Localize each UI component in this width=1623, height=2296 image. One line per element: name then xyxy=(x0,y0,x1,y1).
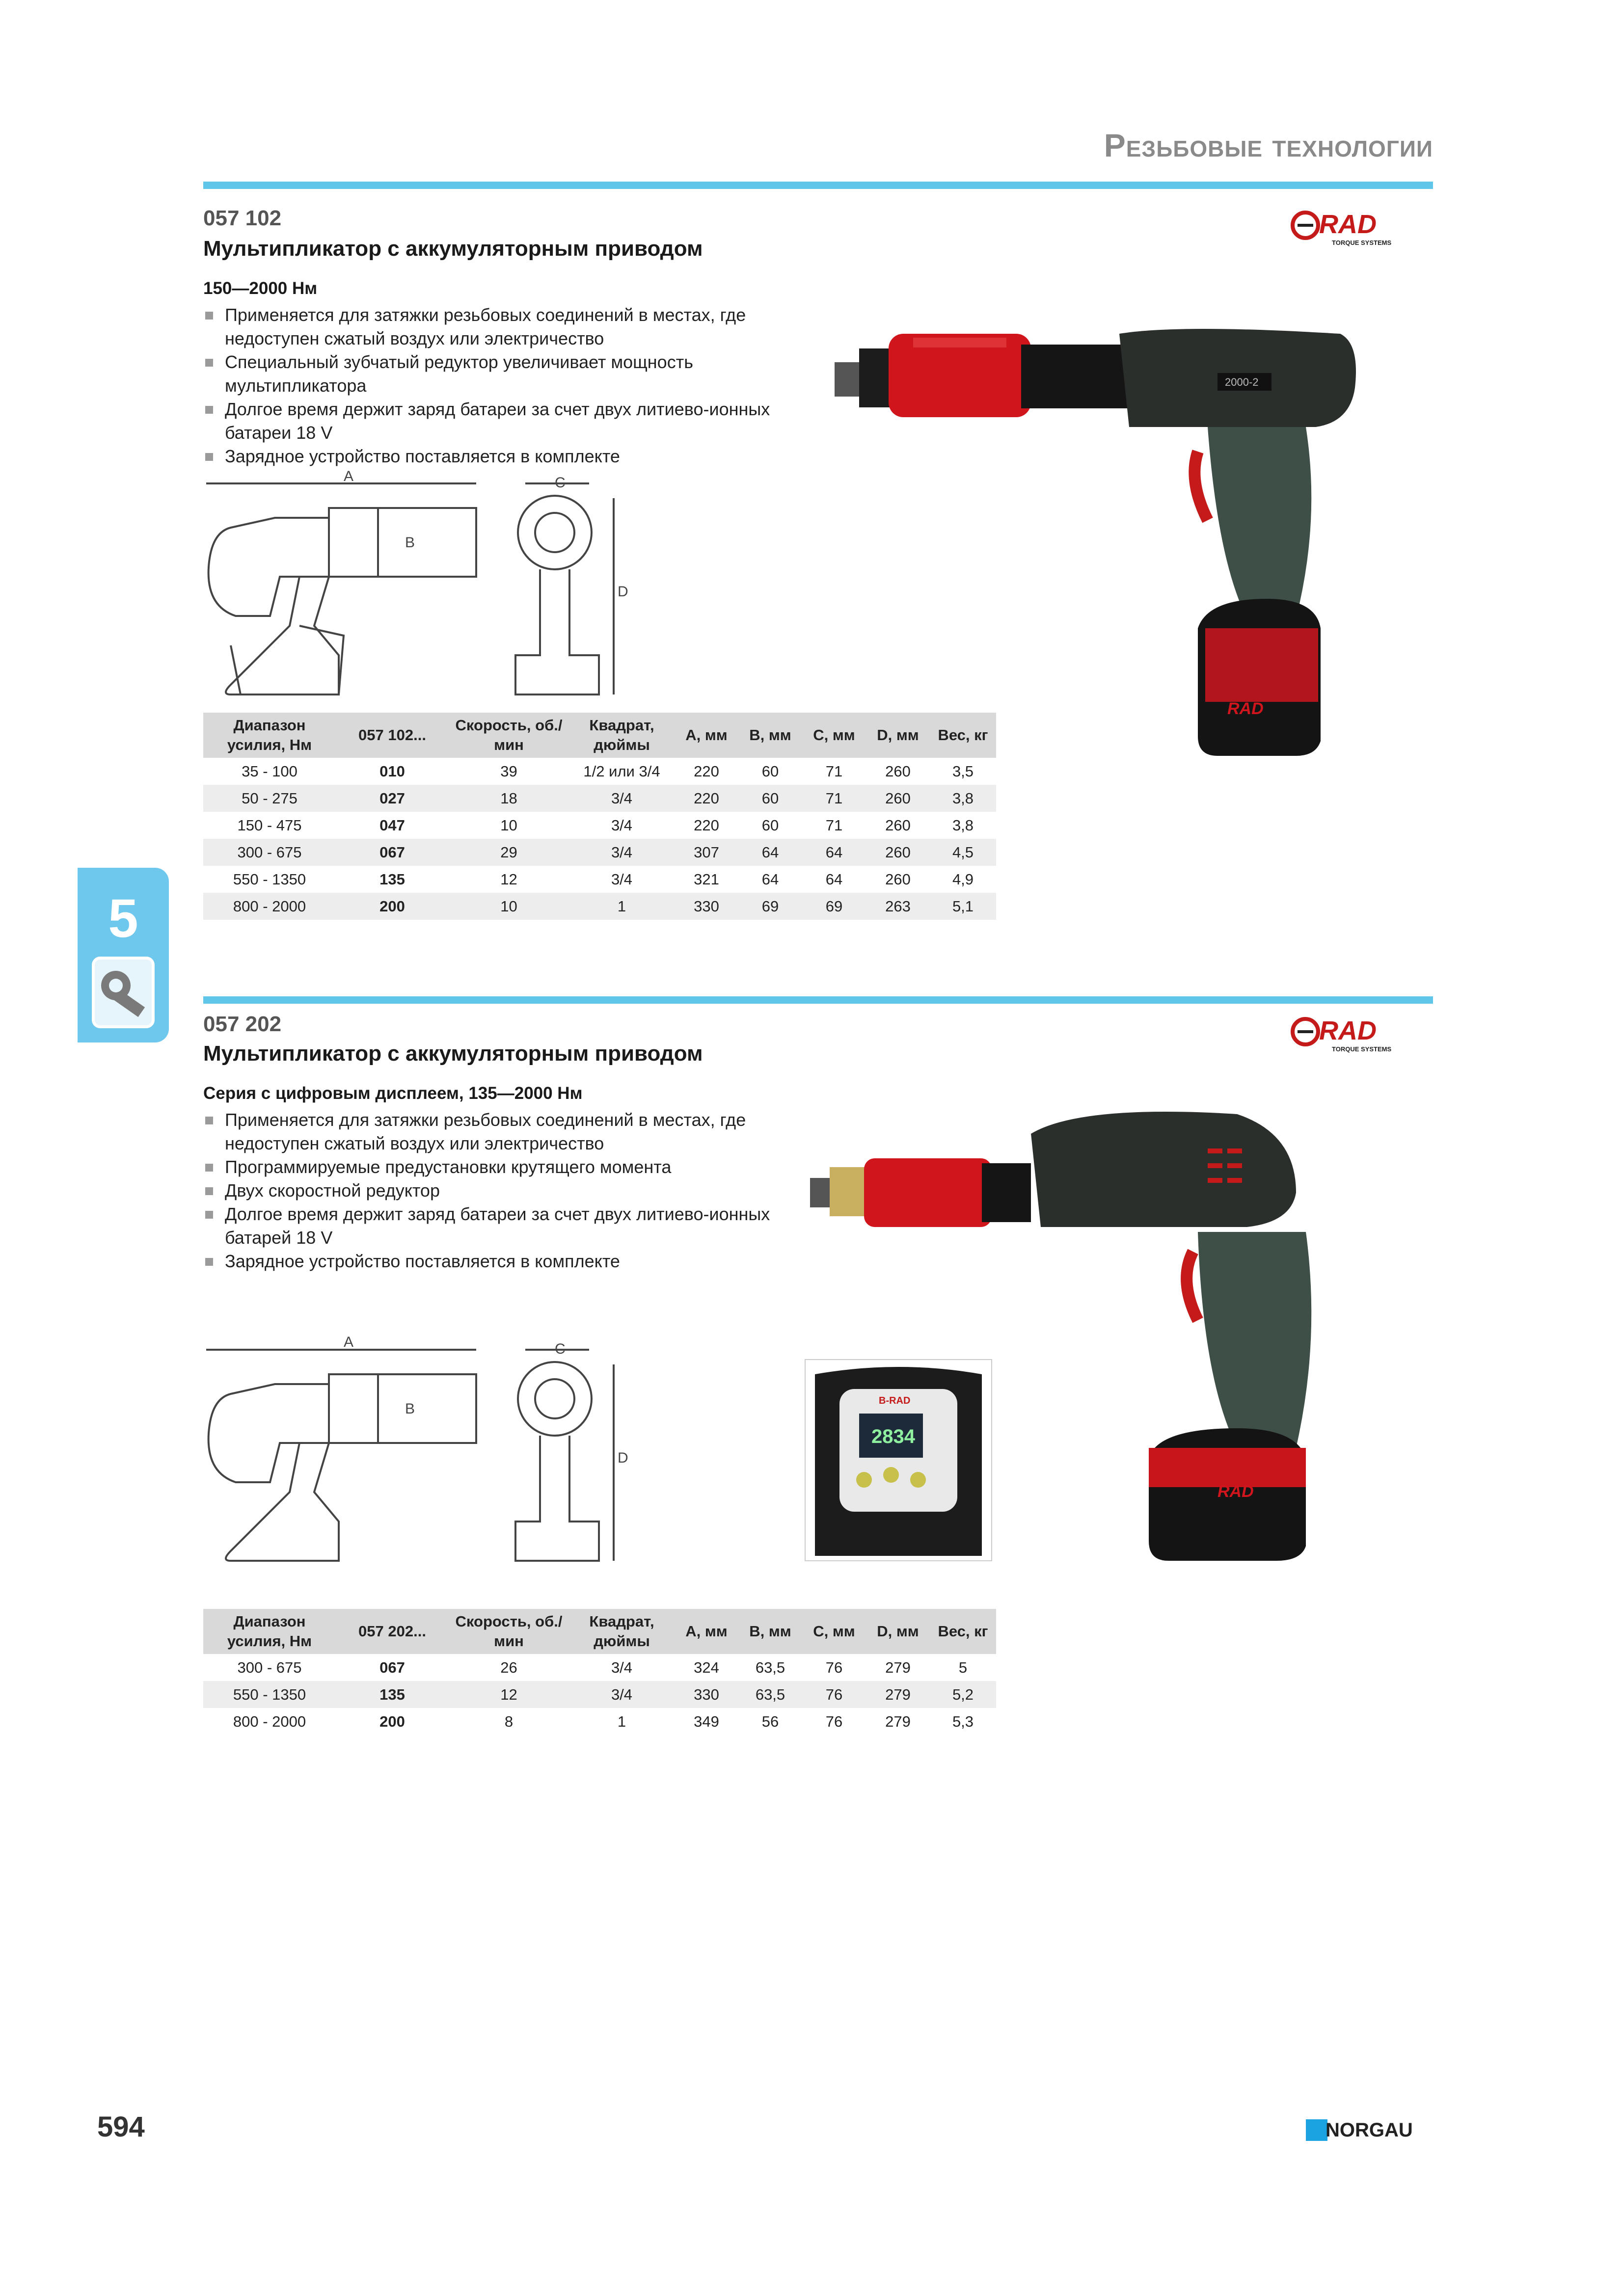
table-cell: 71 xyxy=(825,816,843,834)
dimension-label-c: C xyxy=(555,1341,566,1357)
table-row xyxy=(203,1654,996,1681)
col-header: D, мм xyxy=(866,1609,930,1654)
table-cell: 800 - 2000 xyxy=(203,893,336,920)
table-cell: 64 xyxy=(738,839,802,866)
table-cell: 010 xyxy=(379,762,405,780)
section-divider xyxy=(203,996,1433,1004)
table-cell: 60 xyxy=(738,785,802,812)
table-row xyxy=(203,866,996,893)
table-cell: 35 - 100 xyxy=(242,762,298,780)
wrench-icon xyxy=(91,956,155,1030)
col-header: Скорость, об./мин xyxy=(449,713,569,758)
col-header: Квадрат, дюймы xyxy=(569,1609,675,1654)
feature-item: Зарядное устройство поставляется в комплекте xyxy=(203,445,783,468)
table-cell: 349 xyxy=(694,1712,719,1730)
table-cell: 64 xyxy=(802,839,866,866)
chapter-tab xyxy=(78,868,169,1042)
table-cell: 12 xyxy=(500,870,517,888)
tool-model-label: 2000-2 xyxy=(1225,376,1259,388)
col-header: Квадрат, дюймы xyxy=(569,713,675,758)
table-cell: 550 - 1350 xyxy=(203,1681,336,1708)
technical-drawing xyxy=(201,1334,643,1571)
table-cell: 69 xyxy=(802,893,866,920)
display-reading: 2834 xyxy=(871,1426,915,1447)
dimension-label-a: A xyxy=(344,468,354,484)
table-cell: 800 - 2000 xyxy=(233,1712,306,1730)
feature-list xyxy=(203,303,783,468)
table-cell: 321 xyxy=(694,870,719,888)
table-cell: 067 xyxy=(379,1658,405,1676)
feature-item: Зарядное устройство поставляется в комплекте xyxy=(203,1250,783,1273)
table-cell: 3,8 xyxy=(952,816,974,834)
table-cell: 135 xyxy=(336,1681,449,1708)
feature-item: Применяется для затяжки резьбовых соединений в местах, где недоступен сжатый воздух или электричество xyxy=(203,1108,783,1155)
table-cell: 3/4 xyxy=(569,1681,675,1708)
battery-label: RAD xyxy=(1217,1482,1254,1501)
table-cell: 330 xyxy=(675,1681,738,1708)
table-cell: 3,5 xyxy=(952,762,974,780)
table-cell: 64 xyxy=(825,870,843,888)
table-cell: 200 xyxy=(336,893,449,920)
table-cell: 5,1 xyxy=(930,893,996,920)
table-cell: 324 xyxy=(694,1658,719,1676)
col-header: 057 102... xyxy=(336,713,449,758)
table-cell: 307 xyxy=(675,839,738,866)
page-number: 594 xyxy=(97,2111,145,2143)
norgau-logo-text: NORGAU xyxy=(1325,2119,1413,2141)
feature-item: Специальный зубчатый редуктор увеличивает мощность мультипликатора xyxy=(203,350,783,398)
table-cell: 260 xyxy=(866,839,930,866)
table-cell: 260 xyxy=(885,816,911,834)
col-header: Скорость, об./мин xyxy=(449,1609,569,1654)
table-cell: 135 xyxy=(379,870,405,888)
table-cell: 3/4 xyxy=(569,839,675,866)
table-cell: 29 xyxy=(449,839,569,866)
section-divider xyxy=(203,182,1433,189)
table-cell: 50 - 275 xyxy=(203,785,336,812)
table-cell: 3/4 xyxy=(611,1658,633,1676)
table-cell: 1/2 или 3/4 xyxy=(583,762,660,780)
table-row xyxy=(203,758,996,785)
table-cell: 39 xyxy=(500,762,517,780)
feature-item: Долгое время держит заряд батареи за счет двух литиево-ионных батареи 18 V xyxy=(203,398,783,445)
rad-logo-name: RAD xyxy=(1319,1016,1377,1045)
table-cell: 260 xyxy=(866,785,930,812)
table-cell: 3/4 xyxy=(611,816,633,834)
dimension-label-b: B xyxy=(405,1401,415,1417)
table-cell: 150 - 475 xyxy=(237,816,302,834)
table-row xyxy=(203,1708,996,1735)
table-body xyxy=(203,758,996,920)
table-row xyxy=(203,785,996,812)
norgau-logo-mark xyxy=(1306,2119,1327,2141)
table-cell: 18 xyxy=(449,785,569,812)
col-header: C, мм xyxy=(802,713,866,758)
table-cell: 71 xyxy=(825,762,843,780)
article-number: 057 202 xyxy=(203,1012,282,1036)
table-row xyxy=(203,1681,996,1708)
col-header: 057 202... xyxy=(336,1609,449,1654)
table-row xyxy=(203,839,996,866)
table-cell: 220 xyxy=(675,785,738,812)
table-cell: 63,5 xyxy=(738,1681,802,1708)
table-cell: 1 xyxy=(617,1712,626,1730)
col-header: Диапазон усилия, Нм xyxy=(203,713,336,758)
col-header: B, мм xyxy=(738,713,802,758)
table-cell: 550 - 1350 xyxy=(233,870,306,888)
table-cell: 3/4 xyxy=(611,870,633,888)
product-title: Мультипликатор с аккумуляторным приводом xyxy=(203,1041,703,1066)
table-cell: 263 xyxy=(866,893,930,920)
col-header: A, мм xyxy=(675,1609,738,1654)
table-cell: 12 xyxy=(449,1681,569,1708)
table-cell: 279 xyxy=(885,1658,911,1676)
table-cell: 8 xyxy=(504,1712,514,1730)
table-cell: 220 xyxy=(694,762,719,780)
table-cell: 1 xyxy=(569,893,675,920)
feature-list xyxy=(203,1108,783,1273)
table-cell: 63,5 xyxy=(755,1658,785,1676)
article-number: 057 102 xyxy=(203,206,282,230)
product-subtitle: Серия с цифровым дисплеем, 135—2000 Нм xyxy=(203,1084,583,1103)
table-cell: 027 xyxy=(336,785,449,812)
table-cell: 71 xyxy=(802,785,866,812)
table-cell: 26 xyxy=(500,1658,517,1676)
table-cell: 10 xyxy=(500,816,517,834)
table-body xyxy=(203,1654,996,1735)
table-cell: 64 xyxy=(761,870,779,888)
table-cell: 3/4 xyxy=(569,785,675,812)
table-cell: 60 xyxy=(761,762,779,780)
table-cell: 5 xyxy=(958,1658,968,1676)
table-cell: 5,2 xyxy=(930,1681,996,1708)
feature-item: Долгое время держит заряд батареи за счет двух литиево-ионных батарей 18 V xyxy=(203,1202,783,1250)
table-cell: 260 xyxy=(885,762,911,780)
col-header: Диапазон усилия, Нм xyxy=(203,1609,336,1654)
feature-item: Двух скоростной редуктор xyxy=(203,1179,783,1202)
table-cell: 220 xyxy=(694,816,719,834)
table-cell: 330 xyxy=(675,893,738,920)
table-cell: 76 xyxy=(825,1658,843,1676)
display-inset-photo xyxy=(805,1360,992,1561)
table-cell: 279 xyxy=(866,1681,930,1708)
table-cell: 3,8 xyxy=(930,785,996,812)
chapter-number: 5 xyxy=(108,888,138,949)
table-cell: 76 xyxy=(802,1681,866,1708)
table-cell: 5,3 xyxy=(952,1712,974,1730)
table-cell: 067 xyxy=(336,839,449,866)
feature-item: Применяется для затяжки резьбовых соединений в местах, где недоступен сжатый воздух или электричество xyxy=(203,303,783,350)
col-header: Вес, кг xyxy=(930,1609,996,1654)
table-cell: 300 - 675 xyxy=(237,1658,302,1676)
dimension-label-c: C xyxy=(555,475,566,491)
table-row xyxy=(203,893,996,920)
table-cell: 200 xyxy=(379,1712,405,1730)
col-header: B, мм xyxy=(738,1609,802,1654)
spec-table xyxy=(203,713,996,920)
section-title: Резьбовые технологии xyxy=(1104,127,1433,163)
display-brand: B-RAD xyxy=(879,1395,911,1406)
product-subtitle: 150—2000 Нм xyxy=(203,279,318,298)
dimension-label-d: D xyxy=(618,584,628,600)
table-cell: 4,9 xyxy=(952,870,974,888)
dimension-label-a: A xyxy=(344,1334,354,1350)
rad-logo-tagline: TORQUE SYSTEMS xyxy=(1332,1045,1392,1053)
dimension-label-d: D xyxy=(618,1450,628,1466)
product-photo-tool xyxy=(825,314,1365,771)
table-cell: 76 xyxy=(825,1712,843,1730)
table-cell: 279 xyxy=(885,1712,911,1730)
table-cell: 047 xyxy=(379,816,405,834)
spec-table xyxy=(203,1609,996,1735)
col-header: Вес, кг xyxy=(930,713,996,758)
col-header: D, мм xyxy=(866,713,930,758)
col-header: A, мм xyxy=(675,713,738,758)
table-cell: 60 xyxy=(761,816,779,834)
table-cell: 10 xyxy=(449,893,569,920)
product-title: Мультипликатор с аккумуляторным приводом xyxy=(203,237,703,261)
rad-logo xyxy=(1289,1015,1436,1054)
battery-label: RAD xyxy=(1227,699,1264,718)
table-cell: 300 - 675 xyxy=(203,839,336,866)
rad-logo-name: RAD xyxy=(1319,210,1377,239)
dimension-label-b: B xyxy=(405,534,415,551)
rad-logo xyxy=(1289,209,1436,248)
table-row xyxy=(203,812,996,839)
feature-item: Программируемые предустановки крутящего момента xyxy=(203,1155,783,1179)
col-header: C, мм xyxy=(802,1609,866,1654)
table-cell: 260 xyxy=(885,870,911,888)
table-cell: 56 xyxy=(761,1712,779,1730)
table-cell: 69 xyxy=(738,893,802,920)
technical-drawing xyxy=(201,468,643,709)
table-cell: 4,5 xyxy=(930,839,996,866)
rad-logo-tagline: TORQUE SYSTEMS xyxy=(1332,239,1392,246)
